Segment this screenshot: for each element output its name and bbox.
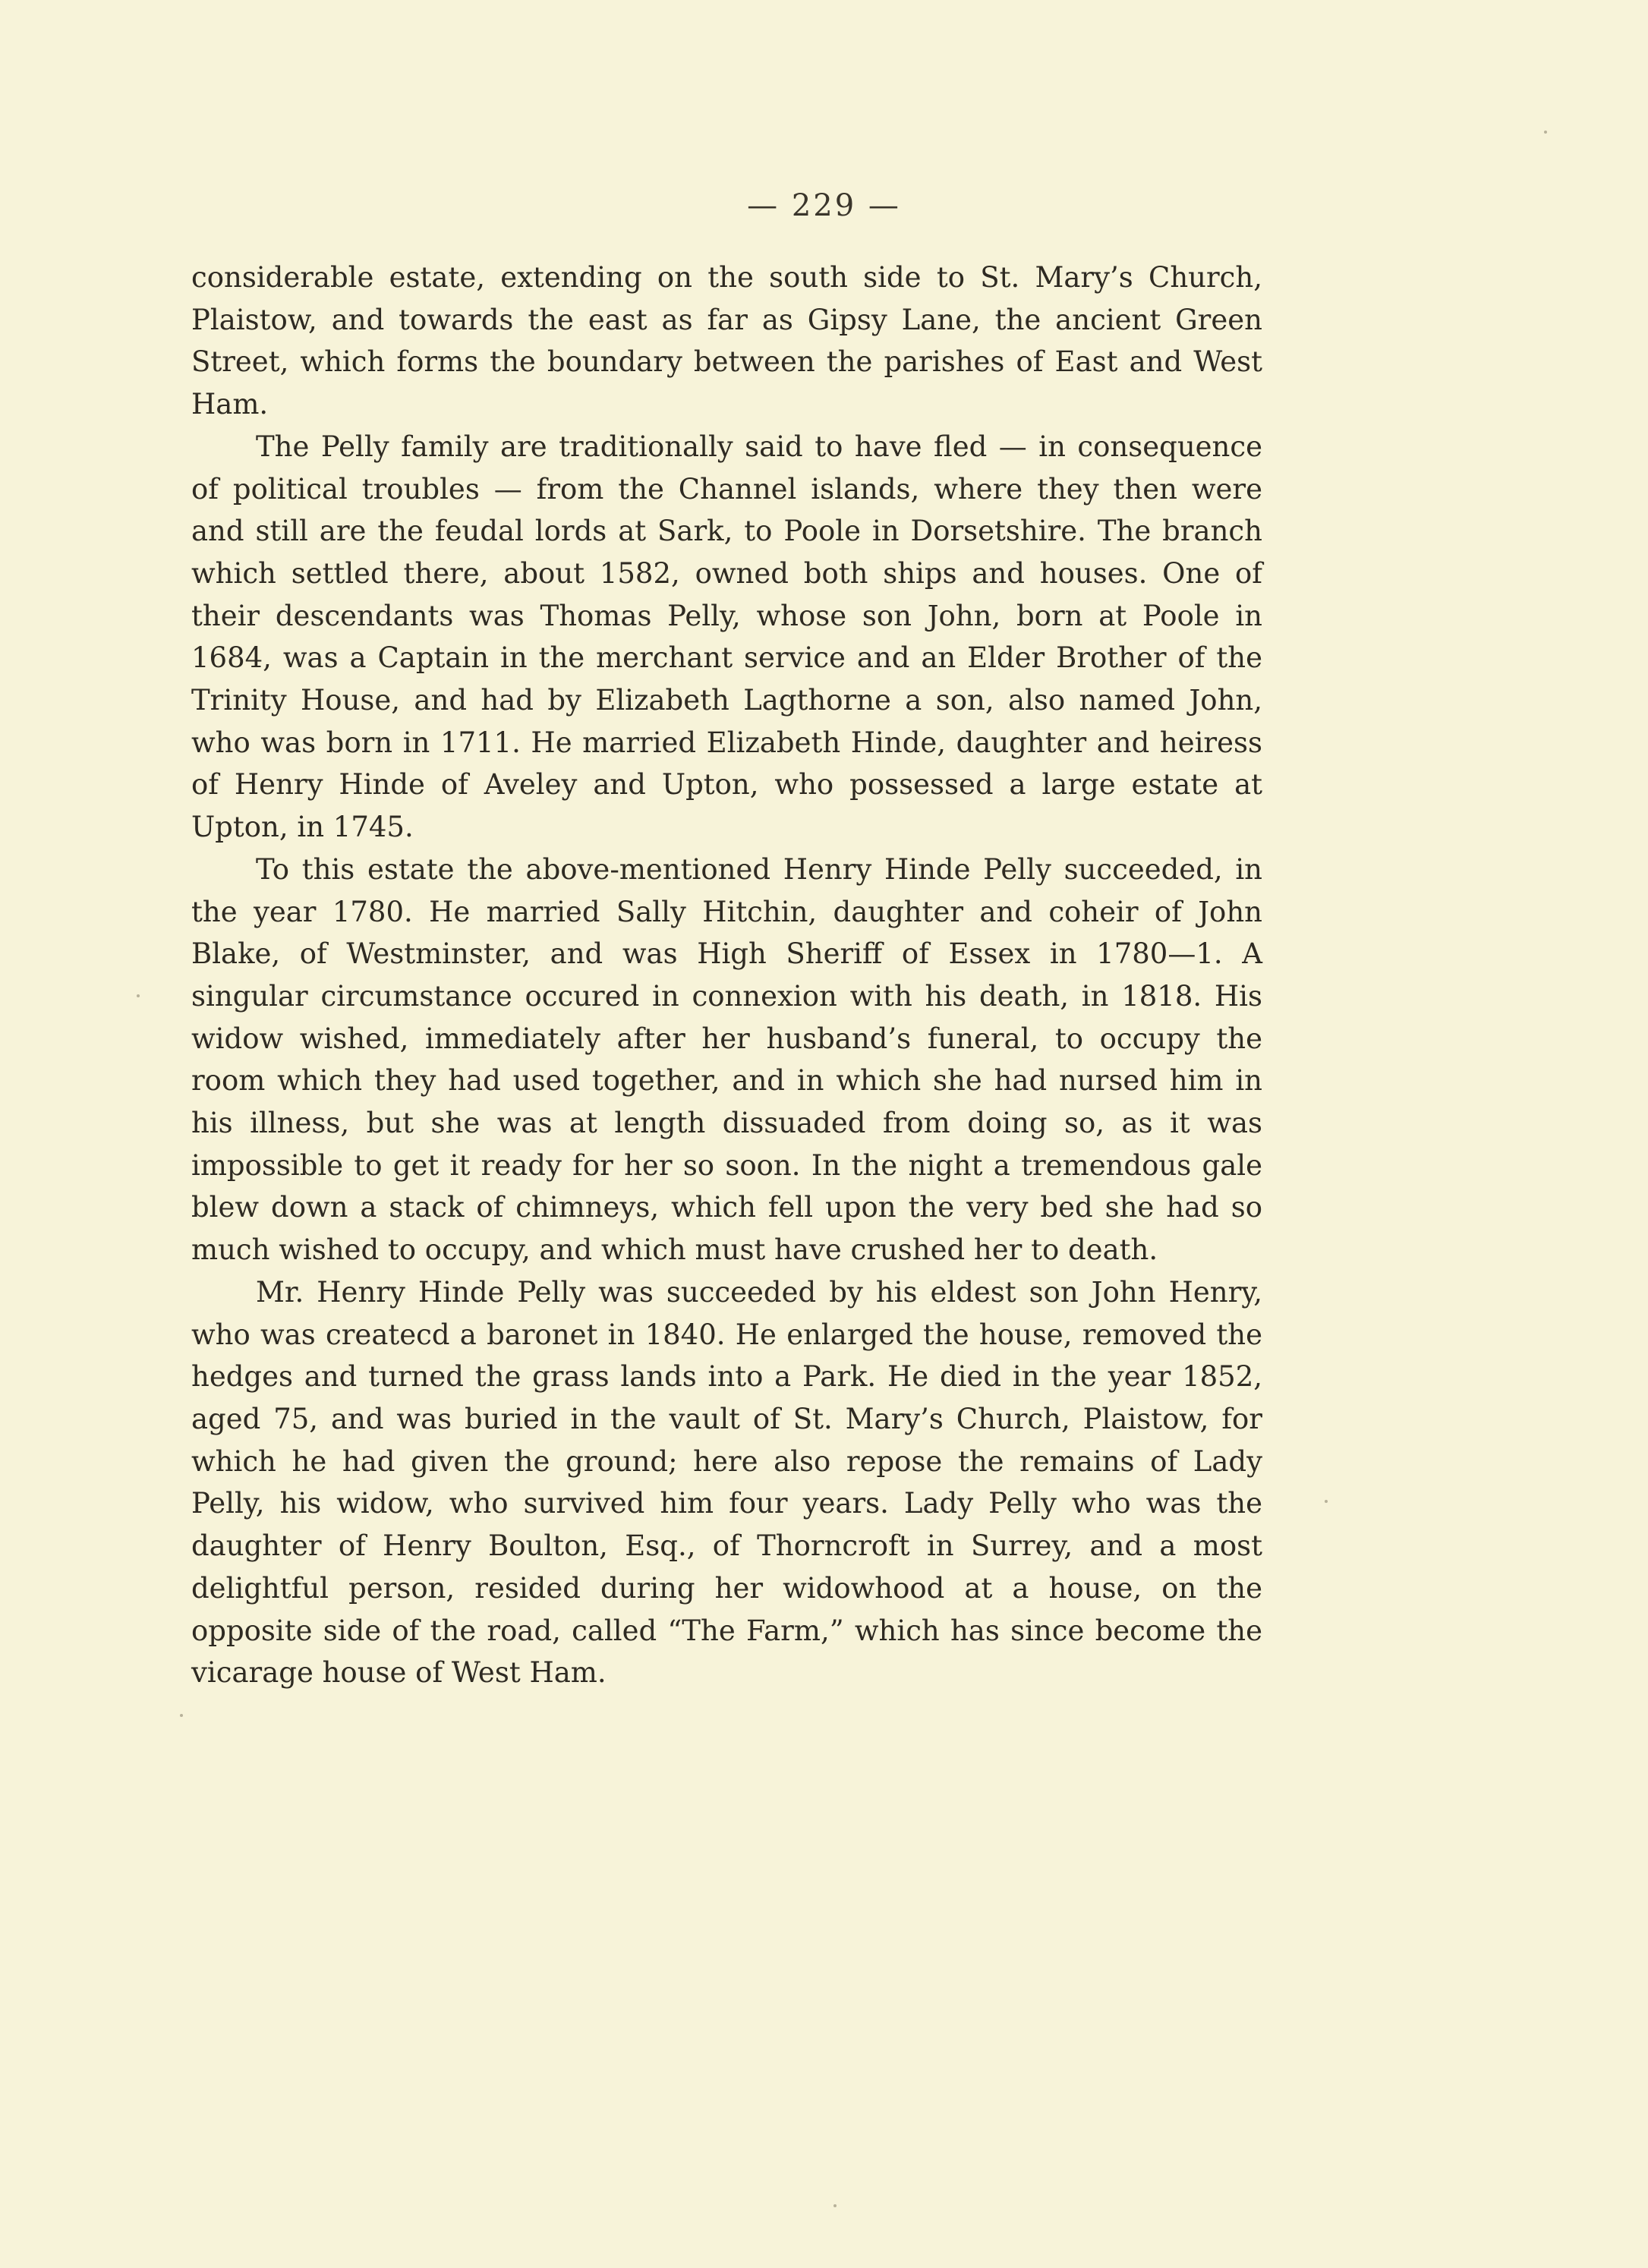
page-number: — 229 — xyxy=(747,188,901,223)
paragraph-john-henry-pelly: Mr. Henry Hinde Pelly was succeeded by his eldest son John Henry, who was createcd a baronet in 1840. He enlarged the house, removed the hedges and turned the grass lands into a Park. He died in the year 1852, aged 75, and was buried in the vault of St. Mary’s Church, Plaistow, for which he had given the ground; here also repose the remains of Lady Pelly, his widow, who survived him four years. Lady Pelly who was the daughter of Henry Boulton, Esq., of Thorncroft in Surrey, and a most delightful person, resided during her widowhood at a house, on the opposite side of the road, called “The Farm,” which has since become the vicarage house of West Ham. xyxy=(191,1275,1262,1690)
paper-speck xyxy=(180,1714,183,1717)
paragraph-henry-hinde-pelly: To this estate the above-mentioned Henry Hinde Pelly succeeded, in the year 1780. He married Sally Hitchin, daughter and coheir of John Blake, of Westminster, and was High Sheriff of Essex in 1780—1. A singular circumstance occured in connexion with his death, in 1818. His widow wished, immediately after her husband’s funeral, to occupy the room which they had used together, and in which she had nursed him in his illness, but she was at length dissuaded from doing so, as it was impossible to get it ready for her so soon. In the night a tremendous gale blew down a stack of chimneys, which fell upon the very bed she had so much wished to occupy, and which must have crushed her to death. xyxy=(191,852,1262,1267)
paragraph-pelly-family: The Pelly family are traditionally said to have fled — in consequence of political troubles — from the Channel islands, where they then were and still are the feudal lords at Sark, to Poole in Dorsetshire. The branch which settled there, about 1582, owned both ships and houses. One of their descendants was Thomas Pelly, whose son John, born at Poole in 1684, was a Captain in the merchant service and an Elder Brother of the Trinity House, and had by Elizabeth Lagthorne a son, also named John, who was born in 1711. He married Elizabeth Hinde, daughter and heiress of Henry Hinde of Aveley and Upton, who possessed a large estate at Upton, in 1745. xyxy=(191,430,1262,844)
paper-speck xyxy=(833,2204,837,2207)
paragraph-continuation: considerable estate, extending on the south side to St. Mary’s Church, Plaistow, and towards the east as far as Gipsy Lane, the ancient Green Street, which forms the boundary between the parishes of East and West Ham. xyxy=(191,261,1262,421)
paper-speck xyxy=(1544,131,1547,134)
paper-speck xyxy=(137,994,140,997)
body-text xyxy=(191,257,1262,1694)
paper-speck xyxy=(1325,1500,1328,1503)
